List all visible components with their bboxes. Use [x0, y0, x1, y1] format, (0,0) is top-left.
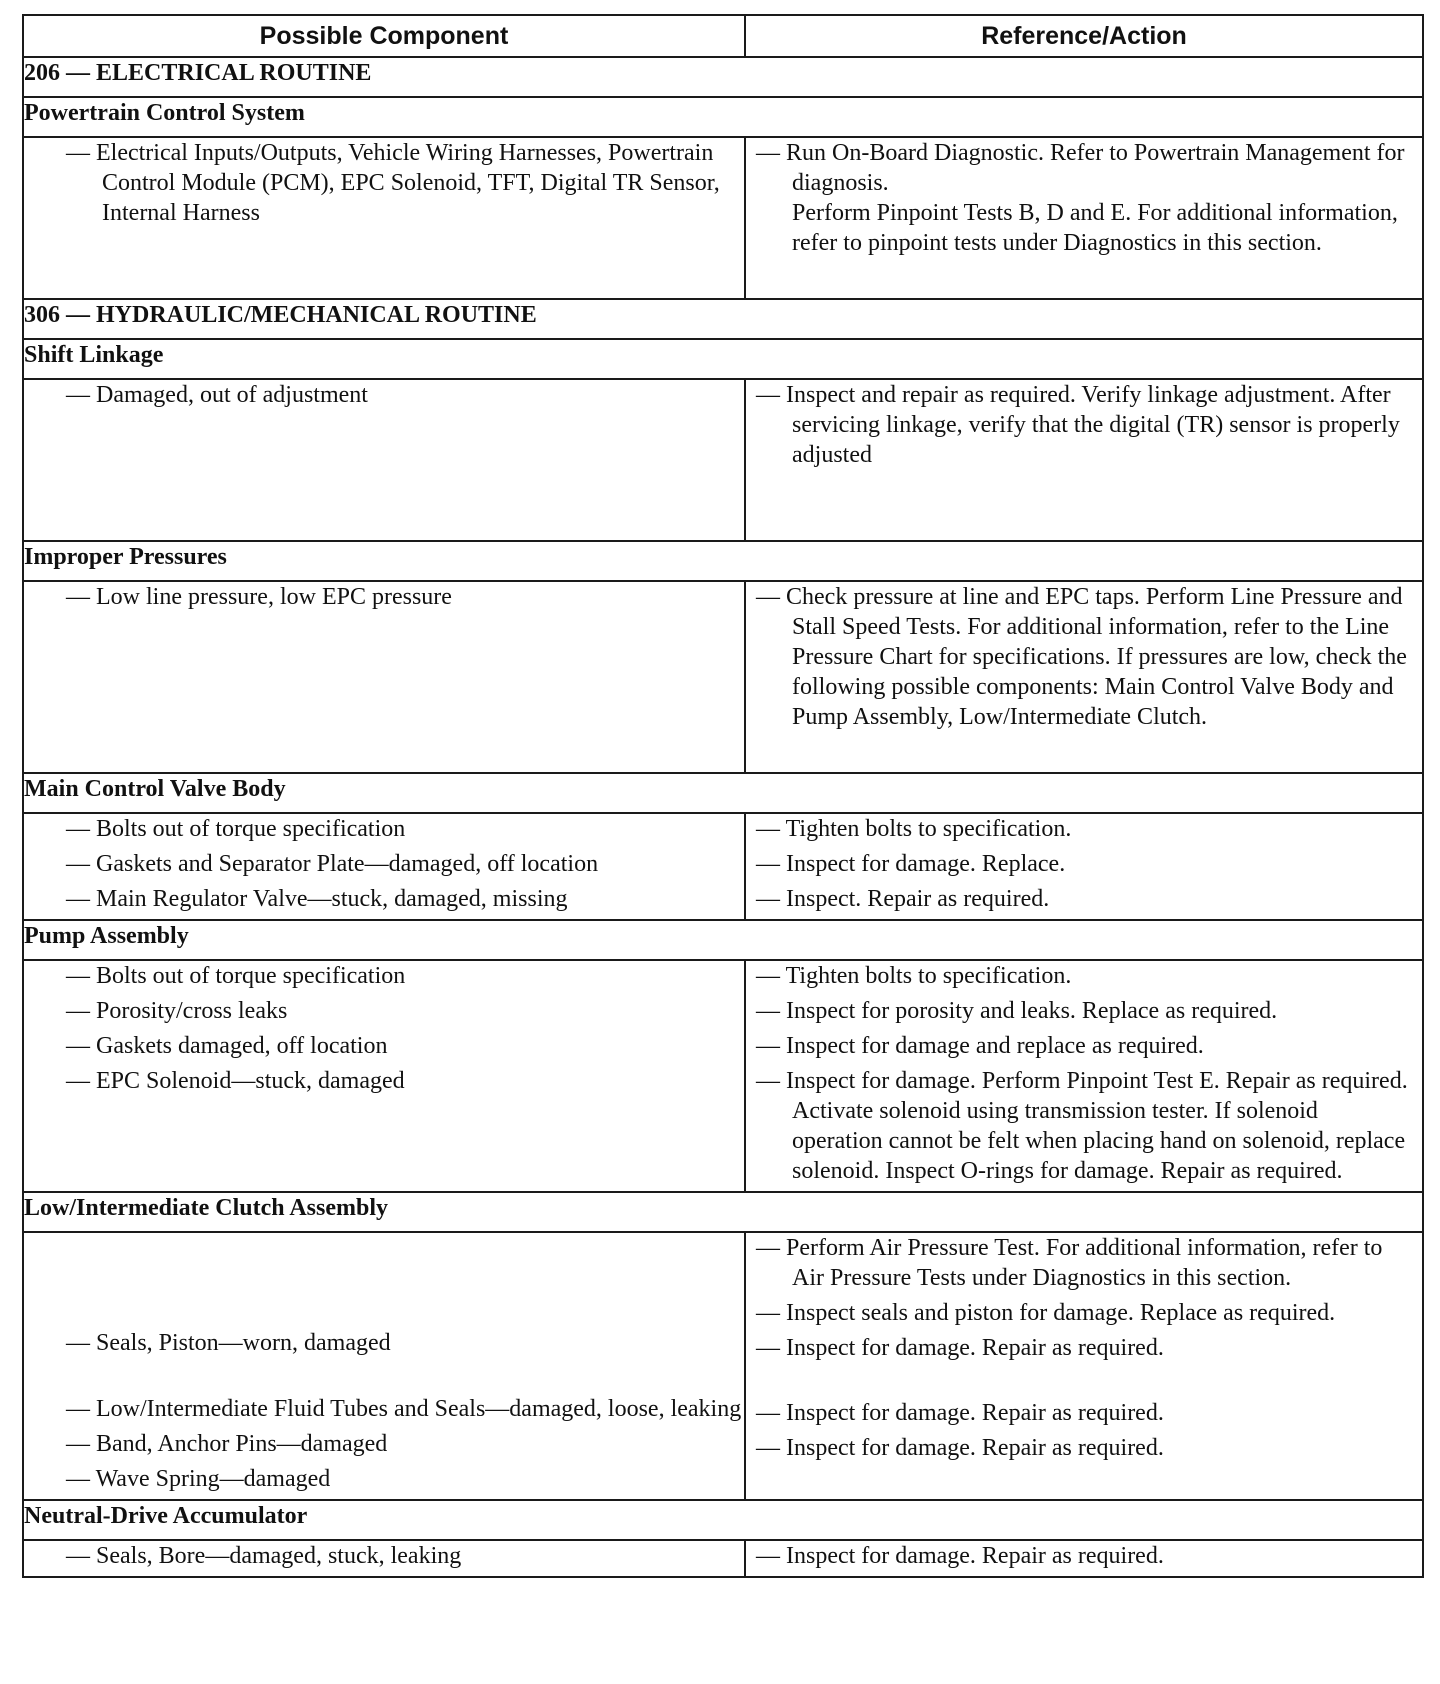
section-row [23, 299, 1423, 339]
table-row [23, 813, 1423, 920]
action-item: — Tighten bolts to specification. [746, 961, 1422, 991]
spacer [24, 1233, 744, 1328]
category-powertrain: Powertrain Control System [23, 97, 1423, 137]
category-shift-linkage: Shift Linkage [23, 339, 1423, 379]
category-accumulator: Neutral-Drive Accumulator [23, 1500, 1423, 1540]
category-row [23, 339, 1423, 379]
table-row [23, 581, 1423, 773]
section-hydraulic: 306 — HYDRAULIC/MECHANICAL ROUTINE [23, 299, 1423, 339]
component-item: — Gaskets and Separator Plate—damaged, off location [24, 849, 744, 879]
action-item: — Inspect for damage. Perform Pinpoint Test E. Repair as required. Activate solenoid using transmission tester. If solenoid operation cannot be felt when placing hand on solenoid, replace solenoid. Inspect O-rings for damage. Repair as required. [746, 1066, 1422, 1186]
action-cell [745, 379, 1423, 541]
action-cell [745, 1232, 1423, 1500]
component-cell [23, 137, 745, 299]
category-row [23, 773, 1423, 813]
action-item: — Inspect and repair as required. Verify linkage adjustment. After servicing linkage, verify that the digital (TR) sensor is properly adjusted [746, 380, 1422, 470]
component-item: — EPC Solenoid—stuck, damaged [24, 1066, 744, 1096]
category-clutch: Low/Intermediate Clutch Assembly [23, 1192, 1423, 1232]
action-item: — Inspect for damage. Repair as required. [746, 1433, 1422, 1463]
component-item: — Band, Anchor Pins—damaged [24, 1429, 744, 1459]
component-cell [23, 1232, 745, 1500]
component-item: — Main Regulator Valve—stuck, damaged, missing [24, 884, 744, 914]
action-item: — Inspect for damage. Repair as required. [746, 1541, 1422, 1571]
header-action: Reference/Action [745, 15, 1423, 57]
component-item: — Low line pressure, low EPC pressure [24, 582, 744, 612]
action-item: — Check pressure at line and EPC taps. Perform Line Pressure and Stall Speed Tests. For additional information, refer to the Line Pressure Chart for specifications. If pressures are low, check the following possible components: Main Control Valve Body and Pump Assembly, Low/Intermediate Clutch. [746, 582, 1422, 732]
component-item: — Bolts out of torque specification [24, 961, 744, 991]
category-row [23, 920, 1423, 960]
action-cell [745, 581, 1423, 773]
category-valve-body: Main Control Valve Body [23, 773, 1423, 813]
action-cell [745, 1540, 1423, 1577]
table-row [23, 960, 1423, 1192]
table-row [23, 137, 1423, 299]
component-cell [23, 960, 745, 1192]
component-item: — Bolts out of torque specification [24, 814, 744, 844]
action-item: — Tighten bolts to specification. [746, 814, 1422, 844]
component-item: — Porosity/cross leaks [24, 996, 744, 1026]
action-item: — Inspect for damage. Repair as required. [746, 1398, 1422, 1428]
header-row [23, 15, 1423, 57]
diagnosis-table [22, 14, 1424, 1578]
component-cell [23, 1540, 745, 1577]
category-pump: Pump Assembly [23, 920, 1423, 960]
category-row [23, 1192, 1423, 1232]
action-cell [745, 813, 1423, 920]
component-item: — Gaskets damaged, off location [24, 1031, 744, 1061]
component-item: — Wave Spring—damaged [24, 1464, 744, 1494]
action-item: — Inspect for damage. Repair as required. [746, 1333, 1422, 1363]
component-cell [23, 813, 745, 920]
component-cell [23, 581, 745, 773]
action-item: — Inspect for porosity and leaks. Replace as required. [746, 996, 1422, 1026]
category-row [23, 541, 1423, 581]
component-cell [23, 379, 745, 541]
action-cell [745, 960, 1423, 1192]
table-row [23, 379, 1423, 541]
action-item: — Perform Air Pressure Test. For additional information, refer to Air Pressure Tests under Diagnostics in this section. [746, 1233, 1422, 1293]
header-component: Possible Component [23, 15, 745, 57]
component-item: — Low/Intermediate Fluid Tubes and Seals—damaged, loose, leaking [24, 1394, 744, 1424]
component-item: — Seals, Bore—damaged, stuck, leaking [24, 1541, 744, 1571]
table-row [23, 1232, 1423, 1500]
section-row [23, 57, 1423, 97]
action-cell [745, 137, 1423, 299]
action-item: — Inspect seals and piston for damage. Replace as required. [746, 1298, 1422, 1328]
action-item: — Inspect for damage and replace as required. [746, 1031, 1422, 1061]
component-item: — Electrical Inputs/Outputs, Vehicle Wiring Harnesses, Powertrain Control Module (PCM), EPC Solenoid, TFT, Digital TR Sensor, Internal Harness [24, 138, 744, 228]
action-item: — Inspect for damage. Replace. [746, 849, 1422, 879]
table-row [23, 1540, 1423, 1577]
action-item: — Run On-Board Diagnostic. Refer to Powertrain Management for diagnosis. [746, 138, 1422, 198]
component-item: — Damaged, out of adjustment [24, 380, 744, 410]
section-electrical: 206 — ELECTRICAL ROUTINE [23, 57, 1423, 97]
category-row [23, 1500, 1423, 1540]
action-item: Perform Pinpoint Tests B, D and E. For additional information, refer to pinpoint tests under Diagnostics in this section. [792, 200, 1398, 256]
component-item: — Seals, Piston—worn, damaged [24, 1328, 744, 1358]
action-item: — Inspect. Repair as required. [746, 884, 1422, 914]
category-row [23, 97, 1423, 137]
category-pressures: Improper Pressures [23, 541, 1423, 581]
